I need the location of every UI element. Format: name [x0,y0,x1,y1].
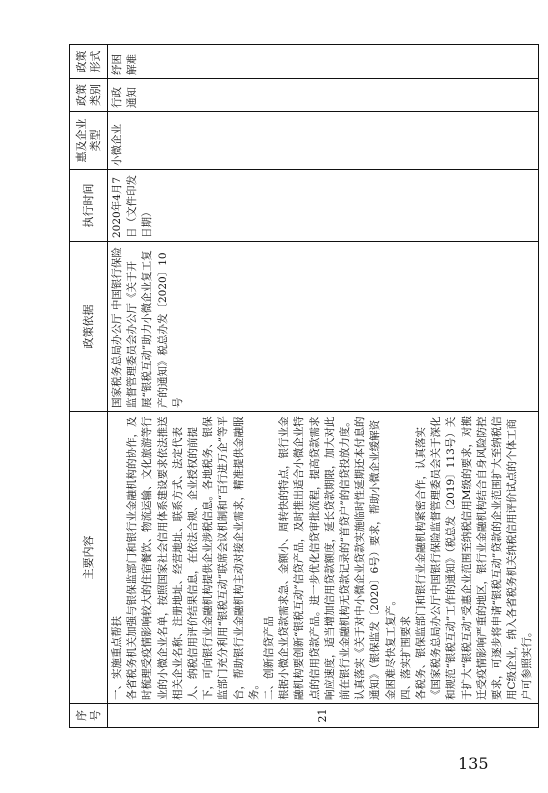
content-paragraph-2: 根据小微企业贷款需求急、金额小、周转快的特点，银行业金融机构要创新“银税互动”信贷产品，及时推出适合小微企业特点的信用贷款产品。进一步优化信贷审批流程，提高贷款需求响应速度，适当增加信用贷款额度，延长贷款期限，加大对此前在银行业金融机构无贷款记录的“首贷户”的信贷投放力度。认真落实《关于对中小微企业贷款实施临时性延期还本付息的通知》（银保监发〔2020〕6号）要求，帮助小微企业缓解资金困难尽快复工复产。 [278,416,397,700]
content-heading-2: 二、创新信贷产品 [263,616,276,700]
row-policy-type: 行政通知 [108,79,539,112]
page-number: 135 [458,754,489,773]
policy-table [69,44,539,728]
header-exec-time: 执行时间 [70,170,108,242]
content-paragraph-1: 各省税务机关加强与银保监部门和银行业金融机构的协作，及时梳理受疫情影响较大的住宿餐饮、物流运输、文化旅游等行业的小微企业名单，按照国家社会信用体系建设要求依法推送相关企业名称、注册地址、经营地址、联系方式、法定代表人、纳税信用评价结果信息，在依法合规、企业授权的前提下，可向银行业金融机构提供企业涉税信息。各地税务、银保监部门充分利用“银税互动”联席会议机制和“百行进万企”等平台，帮助银行业金融机构主动对接企业需求，精准提供金融服务。 [126,416,260,700]
row-exec-time: 2020年4月7日（文件印发日期） [108,170,539,242]
header-policy-type: 政策 类别 [70,79,108,112]
header-basis: 政策依据 [70,242,108,412]
row-format: 纾困解难 [108,45,539,79]
header-beneficiary: 惠及企业 类型 [70,112,108,170]
content-heading-3: 四、落实扩围要求 [399,616,412,700]
row-content [108,412,539,704]
row-basis: 国家税务总局办公厅 中国银行保险监督管理委员会办公厅《关于开展“银税互动”助力小微企业复工复产的通知》税总办发〔2020〕10号 [108,242,539,412]
row-beneficiary: 小微企业 [108,112,539,170]
header-format: 政策 形式 [70,45,108,79]
table-header-row [70,45,108,728]
header-content: 主要内容 [70,412,108,704]
header-seq: 序 号 [70,704,108,728]
table-row [108,45,539,728]
rotated-page [69,45,534,728]
row-seq: 21 [108,704,539,728]
content-paragraph-3: 各税务、银保监部门和银行业金融机构紧密合作，认真落实《国家税务总局办公厅中国银行保险监督管理委员会关于深化和规范“银税互动”工作的通知》（税总发〔2019〕113号）关于扩大“银税互动”受惠企业范围至纳税信用M级的要求，对搬迁受疫情影响严重的地区，银行业金融机构结合自身风险防控要求，可逐步将申请“银税互动”贷款的企业范围扩大至纳税信用C级企业，纳入各省税务机关纳税信用评价试点的个体工商户可参照实行。 [415,416,534,700]
content-heading-1: 一、实施重点帮扶 [111,616,123,700]
